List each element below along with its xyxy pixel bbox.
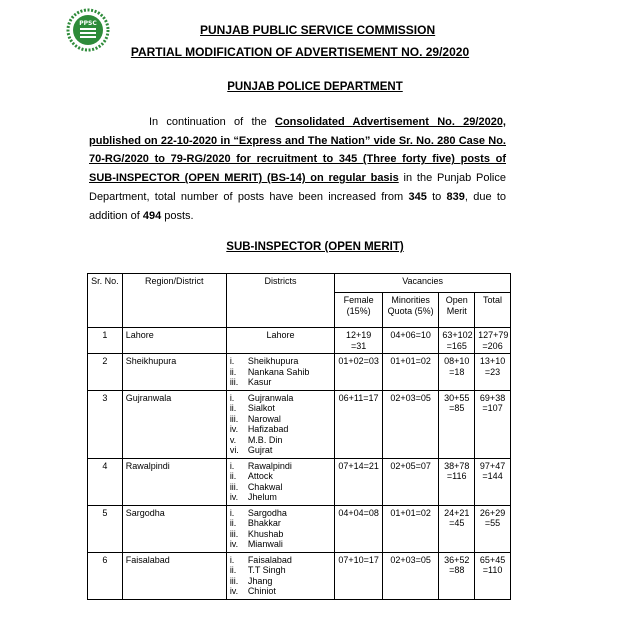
row-sr-no: 2 bbox=[88, 354, 123, 391]
district-name: Chakwal bbox=[247, 481, 283, 492]
header-vacancies: Vacancies bbox=[335, 274, 511, 293]
district-item bbox=[230, 393, 331, 404]
district-numeral: iii. bbox=[229, 413, 239, 424]
table-row bbox=[88, 390, 511, 458]
district-name: Faisalabad bbox=[247, 554, 292, 565]
district-item bbox=[230, 461, 331, 472]
district-numeral: iii. bbox=[229, 528, 239, 539]
district-numeral: i. bbox=[229, 356, 235, 366]
district-item bbox=[230, 445, 331, 456]
row-total: 26+29 =55 bbox=[475, 505, 511, 552]
district-name: Sialkot bbox=[247, 403, 275, 413]
row-region: Gujranwala bbox=[122, 390, 226, 458]
header-open-merit: Open Merit bbox=[439, 293, 475, 328]
header-districts: Districts bbox=[226, 274, 334, 328]
district-numeral: iv. bbox=[229, 539, 239, 549]
row-open-merit: 24+21 =45 bbox=[439, 505, 475, 552]
district-name: Kasur bbox=[247, 377, 272, 387]
row-region: Lahore bbox=[122, 328, 226, 354]
district-name: Mianwali bbox=[247, 539, 283, 549]
row-female: 12+19 =31 bbox=[335, 328, 383, 354]
header-sr: Sr. No. bbox=[88, 274, 123, 328]
table-body bbox=[88, 328, 511, 600]
header-row bbox=[88, 274, 511, 293]
header-female: Female (15%) bbox=[335, 293, 383, 328]
row-region: Rawalpindi bbox=[122, 458, 226, 505]
district-name: Attock bbox=[247, 471, 273, 481]
row-female: 07+10=17 bbox=[335, 552, 383, 599]
district-numeral: ii. bbox=[229, 565, 237, 575]
district-item bbox=[230, 555, 331, 566]
district-item bbox=[230, 576, 331, 587]
district-numeral: iv. bbox=[229, 586, 239, 596]
row-open-merit: 63+102 =165 bbox=[439, 328, 475, 354]
vacancy-table bbox=[87, 273, 511, 600]
district-name: Lahore bbox=[266, 330, 295, 340]
district-name: T.T Singh bbox=[247, 565, 286, 575]
org-title: PUNJAB PUBLIC SERVICE COMMISSION bbox=[200, 23, 436, 37]
district-item bbox=[230, 518, 331, 529]
header-total: Total bbox=[475, 293, 511, 328]
district-item bbox=[230, 482, 331, 493]
district-name: Hafizabad bbox=[247, 424, 289, 434]
district-name: Bhakkar bbox=[247, 518, 281, 528]
district-item bbox=[230, 435, 331, 446]
ppsc-logo bbox=[66, 8, 110, 52]
row-sr-no: 4 bbox=[88, 458, 123, 505]
section-title: SUB-INSPECTOR (OPEN MERIT) bbox=[226, 241, 404, 253]
table-row bbox=[88, 328, 511, 354]
district-numeral: iii. bbox=[229, 377, 239, 387]
notice-subject: PARTIAL MODIFICATION OF ADVERTISEMENT NO. 29/2020 bbox=[130, 45, 470, 59]
district-item bbox=[230, 414, 331, 425]
row-sr-no: 3 bbox=[88, 390, 123, 458]
row-districts bbox=[226, 458, 334, 505]
district-name: Rawalpindi bbox=[247, 460, 292, 471]
header-minorities: Minorities Quota (5%) bbox=[382, 293, 438, 328]
row-districts bbox=[226, 505, 334, 552]
district-item bbox=[230, 492, 331, 503]
district-numeral: i. bbox=[229, 507, 235, 518]
row-total: 127+79 =206 bbox=[475, 328, 511, 354]
row-total: 65+45 =110 bbox=[475, 552, 511, 599]
row-minorities: 02+05=07 bbox=[382, 458, 438, 505]
row-region: Sargodha bbox=[122, 505, 226, 552]
district-numeral: ii. bbox=[229, 518, 237, 528]
row-female: 04+04=08 bbox=[335, 505, 383, 552]
row-districts bbox=[226, 390, 334, 458]
district-numeral: i. bbox=[229, 460, 235, 471]
district-item bbox=[230, 586, 331, 597]
row-minorities: 02+03=05 bbox=[382, 390, 438, 458]
district-numeral: ii. bbox=[229, 403, 237, 413]
district-item bbox=[230, 377, 331, 388]
district-item bbox=[230, 508, 331, 519]
header-region: Region/District bbox=[122, 274, 226, 328]
district-name: Narowal bbox=[247, 413, 281, 424]
district-name: Sheikhupura bbox=[247, 356, 299, 366]
logo-text: PPSC bbox=[79, 20, 97, 27]
row-minorities: 02+03=05 bbox=[382, 552, 438, 599]
district-numeral: i. bbox=[229, 392, 235, 403]
district-item bbox=[230, 529, 331, 540]
district-name: Gujrat bbox=[247, 445, 273, 455]
row-districts bbox=[226, 552, 334, 599]
row-open-merit: 38+78 =116 bbox=[439, 458, 475, 505]
district-item bbox=[230, 424, 331, 435]
district-numeral: iii. bbox=[229, 575, 239, 586]
table-row bbox=[88, 505, 511, 552]
district-item bbox=[230, 403, 331, 414]
district-item bbox=[230, 356, 331, 367]
row-open-merit: 30+55 =85 bbox=[439, 390, 475, 458]
district-name: Khushab bbox=[247, 528, 284, 539]
district-numeral: iv. bbox=[229, 424, 239, 434]
district-numeral: ii. bbox=[229, 471, 237, 481]
row-sr-no: 1 bbox=[88, 328, 123, 354]
row-sr-no: 5 bbox=[88, 505, 123, 552]
district-item bbox=[230, 367, 331, 378]
district-numeral: v. bbox=[229, 434, 237, 445]
district-name: Nankana Sahib bbox=[247, 366, 310, 377]
table-row bbox=[88, 354, 511, 391]
row-total: 97+47 =144 bbox=[475, 458, 511, 505]
notice-paragraph: In continuation of the Consolidated Advertisement No. 29/2020, published on 22-10-2020 in “Express and The Nation” vide Sr. No. 280 Case No. 70-RG/2020 to 79-RG/2020 for recruitment to 345 (Three forty five) posts of SUB-INSPECTOR (OPEN MERIT) (BS-14) on regular basis in the Punjab Police Department, total number of posts have been increased from 345 to 839, due to addition of 494 posts. bbox=[89, 116, 506, 222]
department-title: PUNJAB POLICE DEPARTMENT bbox=[227, 81, 403, 93]
row-minorities: 01+01=02 bbox=[382, 354, 438, 391]
row-open-merit: 36+52 =88 bbox=[439, 552, 475, 599]
row-region: Sheikhupura bbox=[122, 354, 226, 391]
district-numeral: iv. bbox=[229, 492, 239, 502]
row-female: 06+11=17 bbox=[335, 390, 383, 458]
district-name: Sargodha bbox=[247, 507, 287, 518]
district-name: Jhelum bbox=[247, 492, 277, 502]
table-row bbox=[88, 458, 511, 505]
row-female: 07+14=21 bbox=[335, 458, 383, 505]
district-name: Jhang bbox=[247, 575, 273, 586]
row-female: 01+02=03 bbox=[335, 354, 383, 391]
row-total: 13+10 =23 bbox=[475, 354, 511, 391]
district-name: Gujranwala bbox=[247, 392, 294, 403]
row-minorities: 01+01=02 bbox=[382, 505, 438, 552]
row-region: Faisalabad bbox=[122, 552, 226, 599]
district-item bbox=[230, 565, 331, 576]
district-numeral: i. bbox=[229, 554, 235, 565]
district-numeral: iii. bbox=[229, 481, 239, 492]
row-total: 69+38 =107 bbox=[475, 390, 511, 458]
row-sr-no: 6 bbox=[88, 552, 123, 599]
district-name: Chiniot bbox=[247, 586, 276, 596]
district-numeral: vi. bbox=[229, 445, 239, 455]
row-open-merit: 08+10 =18 bbox=[439, 354, 475, 391]
district-name: M.B. Din bbox=[247, 434, 283, 445]
table-row bbox=[88, 552, 511, 599]
row-districts bbox=[226, 354, 334, 391]
district-item bbox=[230, 471, 331, 482]
row-districts bbox=[226, 328, 334, 354]
row-minorities: 04+06=10 bbox=[382, 328, 438, 354]
district-numeral: ii. bbox=[229, 366, 237, 377]
district-item bbox=[230, 539, 331, 550]
